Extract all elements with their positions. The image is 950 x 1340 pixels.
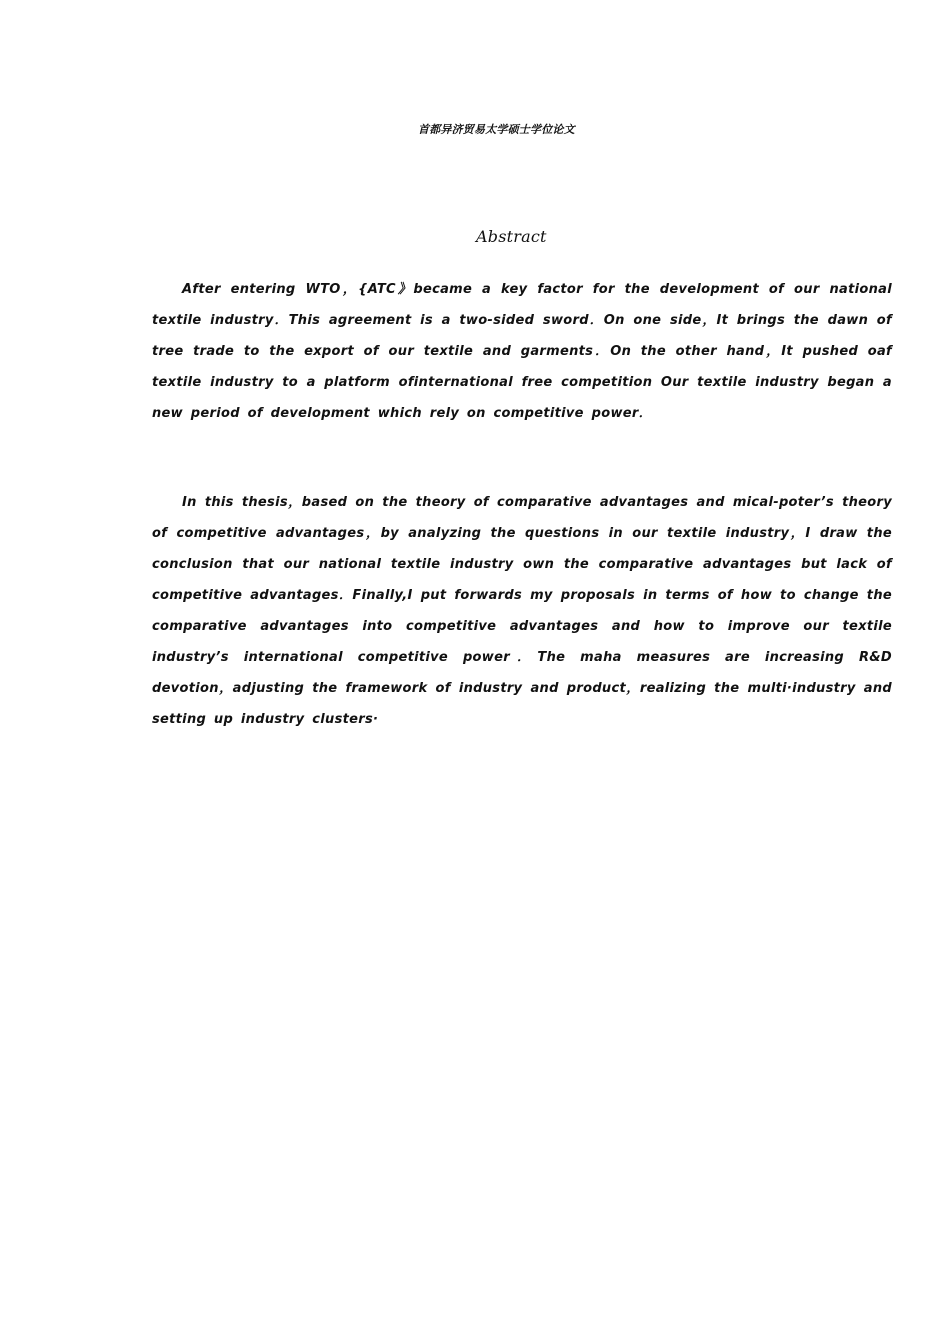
document-header: 首都异济贸易太学硕士学位论文: [418, 123, 575, 136]
abstract-title: Abstract: [476, 227, 547, 246]
abstract-paragraph-1: After entering WTO，{ATC》became a key factor for the development of our national textile industry．This agreement is a two-sided sword．On one side，It brings the dawn of tree trade to the export of our textile and garments．On the other hand，It pushed oaf textile industry to a platform ofinternational free competition Our textile industry began a new period of development which rely on competitive power．: [152, 282, 892, 421]
abstract-paragraph-2: In this thesis，based on the theory of comparative advantages and mical-poter’s theory of competitive advantages，by analyzing the questions in our textile industry，I draw the conclusion that our national textile industry own the comparative advantages but lack of competitive advantages．Finally,I put forwards my proposals in terms of how to change the comparative advantages into competitive advantages and how to improve our textile industry’s international competitive power．The maha measures are increasing R&D devotion，adjusting the framework of industry and product，realizing the multi·industry and setting up industry clusters·: [152, 495, 892, 727]
